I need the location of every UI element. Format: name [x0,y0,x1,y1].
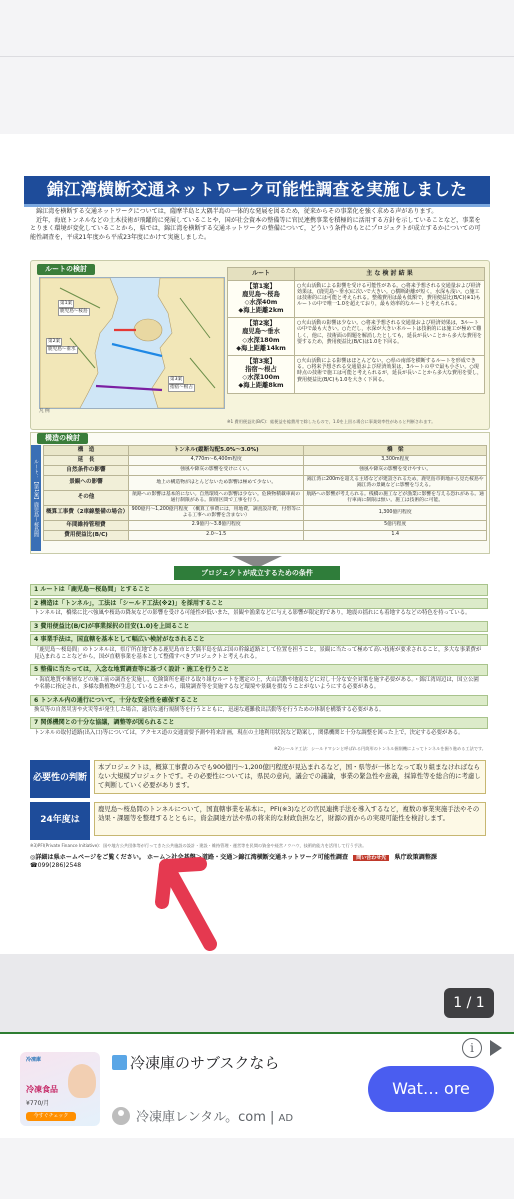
contact-line [30,854,488,869]
advertiser-avatar-icon [112,1107,130,1125]
table-row [228,318,485,356]
result-col-header: 主 な 検 討 結 果 [295,268,485,281]
structure-comparison-table [43,445,487,541]
structure-section-tag: 構造の検討 [37,433,88,444]
shield-footnote: ※2)シールド工法：シールドマシンと呼ばれる円筒形のトンネル掘削機によってトンネルを掘り進める工法です。 [273,746,486,751]
map-label: 第3案 [170,377,183,382]
tunnel-col-header: トンネル(縦断勾配5.0%〜3.0%) [129,446,304,456]
bridge-col-header: 橋 梁 [304,446,487,456]
tunnel-cell: 2.0〜1.5 [129,530,304,540]
below-ad-area [0,1138,514,1199]
row-label: 自然条件の影響 [44,465,129,475]
tunnel-cell: 航路への影響は基本的にない。自然環境への影響は少ない。危険物積載車両の通行制限がある。開削区間で工事を行う。 [129,490,304,505]
condition-item [30,717,488,738]
condition-item [30,584,488,596]
condition-body: 換気等の自然災害や火災等が発生した場合，適切な通行規制等を行うとともに，迅速な避難救出活動等を行うための体制を構築する必要がある。 [34,707,385,714]
red-arrow-icon [150,846,230,956]
tunnel-cell: 2.9億円〜3.8億円程度 [129,520,304,530]
top-bar [0,0,514,134]
bridge-cell: 5億円程度 [304,520,487,530]
page-title: 錦江湾横断交通ネットワーク可能性調査を実施しました [24,176,490,204]
fy24-block [30,802,488,840]
table-row [44,505,487,520]
condition-heading: 3 費用便益比(B/C)が事業採択の目安(1.0)を上回ること [30,621,488,633]
bridge-cell: 1,300億円程度 [304,505,487,520]
condition-heading: 1 ルートは「鹿児島〜桜島間」とすること [30,584,488,596]
contact-path: ホーム＞社会基盤＞道路・交通＞錦江湾横断交通ネットワーク可能性調査 [147,854,349,861]
route-result-cell: ○火山活動の影響は少ない。○将来予想される交通量および経済効果は，3ルートの中で最も大きい。○ただし，水深が大きい本ルートは技術的には施工が極めて難しく，他に，技術面の問題を解消したとしても，延長が長いことから多大な費用を要するため，費用便益比(B/C)は1.0を下回る。 [295,318,485,356]
ad-source[interactable]: 冷凍庫レンタル。com | AD [112,1106,293,1125]
condition-item [30,598,488,619]
route-label: 【第1案】 [246,282,276,290]
contact-phone: ☎099(286)2548 [30,861,82,869]
bridge-cell: 1.4 [304,530,487,540]
row-label: その他 [44,490,129,505]
ad-thumb-catch: 冷凍食品 [26,1085,58,1094]
tunnel-cell: 強風や降灰の影響を受けにくい。 [129,465,304,475]
map-label: 第2案 [48,339,61,344]
ad-title[interactable] [112,1052,279,1073]
table-row [44,520,487,530]
ad-model-image [68,1064,96,1098]
ad-banner[interactable] [0,1032,514,1140]
intro-paragraph: 近年，海底トンネルなどの土木技術が飛躍的に発展していることや，国が社会資本の整備等に官民連携事業を積極的に活用する方針を示していることなど，事業をとりまく環境が変化していることから，県では，錦江湾を横断する交通ネットワークの整備について，どういう条件のもとにプロジェクトが成立するかについての可能性調査を，平成21年度から平成23年度にかけて実施しました。 [30,217,481,241]
route-map [39,277,225,409]
bc-footnote: ※1 費用便益比(B/C)：総便益を総費用で除したもので，1.0を上回る場合に事業効率性があると判断されます。 [227,419,436,424]
map-label: 鹿児島〜垂水 [48,347,76,352]
route-name-cell [228,355,295,393]
table-row [44,475,487,490]
ad-thumb-brand: 冷凍庫 [26,1057,42,1063]
route-section-tag: ルートの検討 [37,264,95,275]
condition-body: ・海底地質や断層などの施工前の調査を実施し，危険箇所を避ける取り組むルートを選定の上，火山活動や地震などに対し十分な安全対策を施す必要がある。・錦江湾周辺は，国立公園や名勝に指定され，多様な動植物が生息していることから，環境調査等を実施するなど環境や景観を損なうことがないようにする必要がある。 [34,676,479,691]
judgment-block [30,760,488,798]
condition-heading: 2 構造は「トンネル」，工法は「シールド工法(※2)」を採用すること [30,598,488,610]
bridge-cell: 錦江湾に200mを超える主塔などが建設されるため，鹿児島市街地から見た桜島や錦江湾の景観などに影響を与える。 [304,475,487,490]
ad-info-icon[interactable]: i [462,1038,482,1058]
fy24-label: 24年度は [30,802,90,840]
ad-source-name: 冷凍庫レンタル。com [136,1110,266,1125]
row-label: 費用便益比(B/C) [44,530,129,540]
ad-thumb-button: 今すぐチェック [26,1112,76,1121]
inquiry-badge: 問い合わせ先 [353,855,389,861]
route-depth: ◇水深180m [242,336,280,344]
route-distance: ◆海上距離14km [236,344,286,352]
route-label: 【第3案】 [246,357,276,365]
route-label: 【第2案】 [246,320,276,328]
tunnel-cell: 地上の構造物がほとんどないため影響は極めて少ない。 [129,475,304,490]
judgment-label: 必要性の判断 [30,760,90,798]
bridge-cell: 強風や降灰の影響を受けやすい。 [304,465,487,475]
judgment-text: 本プロジェクトは，概算工事費のみでも900億円〜1,200億円程度が見込まれるなど，国・県等が一体となって取り組まなければならない大規模プロジェクトです。その必要性については，県民の意向，議会での議論，事業の緊急性や意義，採算性等を総合的に考慮して判断していく必要があります。 [94,760,486,794]
route-result-cell: ○火山活動による影響を受ける可能性がある。○将来予想される交通量および経済効果は，(鹿児島〜垂水)に次いで大きい。○横断距離が短く，水深も浅い。○施工は技術的には可能と考えられる。整備費用は最も低額で，費用便益比(B/C)(※1)もルートの中で唯一1.0を超えており，最も効率的なルートと考えられる。 [295,280,485,318]
structure-study-section [30,432,490,554]
table-row [44,490,487,505]
route-endpoints: 指宿〜根占 [245,366,277,374]
intro-text [30,208,486,243]
map-label: 第1案 [60,301,73,306]
structure-side-label: ルート：【第1案】鹿児島〜桜島間 [31,445,41,551]
ad-label: AD [278,1113,294,1124]
page-indicator: 1 / 1 [444,988,494,1018]
row-label: 概算工事費（2車線整備の場合） [44,505,129,520]
route-name-cell [228,318,295,356]
ad-title-text: 冷凍庫のサブスクなら [130,1054,280,1072]
newsletter-page [24,170,490,908]
condition-body: 「鹿児島〜桜島間」のトンネルは，県庁所在地である鹿児島市と大隅半島を結ぶ国の幹線道路として位置を担うこと，景観に当たって極めて高い技術が要求されること，多大な事業費が見込まれることなどから，国が直轄事業を基本として整備すべきプロジェクトと考えられる。 [34,646,482,661]
route-study-section [30,260,490,430]
row-label: 景観への影響 [44,475,129,490]
ad-thumbnail[interactable] [20,1052,100,1126]
conditions-banner: プロジェクトが成立するための条件 [174,566,340,580]
route-endpoints: 鹿児島〜桜島 [242,290,280,298]
condition-item [30,664,488,692]
route-comparison-table [227,267,485,394]
ad-choices-icon[interactable] [490,1040,502,1056]
table-row [44,455,487,465]
route-result-cell: ○火山活動による影響はほとんどない。○県の南部を横断するルートを形成できる。○将来予想される交通量および経済効果は，3ルートの中で最も小さい。○現時点の技術で施工は可能と考えられるが，延長が長いことから多大な費用を要し，費用便益比(B/C)も1.0を大きく下回る。 [295,355,485,393]
route-distance: ◆海上距離8km [238,382,284,390]
pfi-footnote: ※3)PFI(Private Finance Initiative)：国や地方公共団体等が行ってきた公共施設の設計・建設・維持管理・運営等を民間の資金や経営ノウハウ，技術的能力を活用して行う手法。 [30,843,367,848]
tunnel-cell: 4,770m〜6,400m程度 [129,455,304,465]
route-distance: ◆海上距離2km [238,307,284,315]
table-row [44,465,487,475]
ad-cta-button[interactable]: Wat… ore [368,1066,494,1112]
condition-heading: 4 事業手法は，国直轄を基本として幅広い検討がなされること [30,634,488,646]
table-row [44,530,487,540]
route-name-cell [228,280,295,318]
map-label: 鹿児島〜桜島 [60,309,88,314]
row-label: 延 長 [44,455,129,465]
route-col-header: ルート [228,268,295,281]
contact-dept: 県庁政策調整課 [394,854,438,861]
conditions-arrow [174,556,340,582]
top-bar-divider [0,56,514,57]
contact-text: ◎詳細は県ホームページをご覧ください。 [30,854,145,861]
kagoshima-map-graphic [40,278,224,408]
bridge-cell: 3,300m程度 [304,455,487,465]
item-col-header: 構 造 [44,446,129,456]
table-row [228,280,485,318]
fy24-text: 鹿児島〜桜島間のトンネルについて，国直轄事業を基本に，PFI(※3)などの官民連携手法を導入するなど，複数の事業実施手法やその効果・課題等を整理するとともに，資金調達方法や県の将来的な財政負担など，財源の面からの実現可能性を検討します。 [94,802,486,836]
condition-body: トンネルは，橋梁に比べ強風や桜島の降灰などの影響を受ける可能性が低いまた，景観や漁業などに与える影響が限定的であり，地震の揺れにも着地するなどの特色を持っている。 [34,610,471,617]
tunnel-cell: 900億円〜1,200億円程度 （概算工事費には，用地費，調査設計費，付帯等による工事への影響を含まない） [129,505,304,520]
ad-thumb-price: ¥770/月 [26,1100,50,1107]
condition-heading: 5 整備に当たっては，入念な地質調査等に基づく設計・施工を行うこと [30,664,488,676]
condition-item [30,695,488,716]
condition-heading: 7 関係機関との十分な協議，調整等が図られること [30,717,488,729]
route-endpoints: 鹿児島〜垂水 [242,328,280,336]
condition-item [30,621,488,633]
condition-body: トンネルの取付道路(出入口)等については，アクセス道の交通需要予測や将来計画，現在の土地利用状況など勘案し，関係機関と十分な調整を図った上で，決定する必要がある。 [34,730,464,737]
map-label: 指宿〜根占 [170,385,193,390]
ice-cube-icon [112,1055,127,1070]
route-depth: ◇水深40m [244,298,278,306]
map-legend: 凡 例 [39,409,50,414]
row-label: 年間維持管理費 [44,520,129,530]
table-row [228,355,485,393]
route-depth: ◇水深100m [242,374,280,382]
condition-item [30,634,488,662]
conditions-list [30,584,488,740]
bridge-cell: 航路への影響が考えられる。桟橋の施工などが漁業に影響を与える恐れがある。通行車両に制限は無い。施工は技術的に可能。 [304,490,487,505]
condition-heading: 6 トンネル内の通行について，十分な安全性を確保すること [30,695,488,707]
intro-paragraph: 錦江湾を横断する交通ネットワークについては，薩摩半島と大隅半島の一体的な発展を図るため，従来からその事業化を強く求める声があります。 [36,208,438,215]
